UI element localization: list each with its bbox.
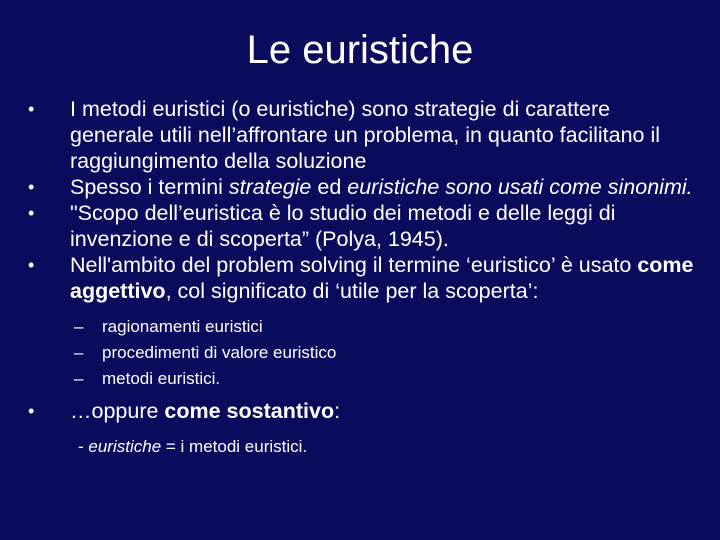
definition-line	[26, 434, 696, 460]
sub-item	[26, 314, 696, 340]
bullet-list	[26, 96, 696, 460]
bullet-icon: •	[28, 99, 35, 119]
bullet-text: …oppure	[70, 399, 165, 423]
bullet-text: , col significato di ‘utile per la scoperta’:	[165, 279, 539, 303]
bullet-icon: •	[28, 203, 35, 223]
bullet-text: Spesso i termini	[70, 175, 229, 199]
bullet-text: I metodi euristici (o euristiche) sono strategie di carattere generale utili nell’affrontare un problema, in quanto facilitano il raggiungimento della soluzione	[70, 97, 661, 173]
bullet-strong: come aggettivo	[70, 253, 694, 303]
bullet-text: :	[334, 399, 341, 423]
bullet-emphasis: strategie	[228, 175, 312, 199]
bullet-icon: •	[28, 401, 35, 421]
bullet-item	[26, 252, 696, 304]
bullet-emphasis: euristiche sono usati come sinonimi.	[347, 175, 693, 199]
dash-icon: –	[74, 343, 84, 362]
bullet-item	[26, 96, 696, 174]
sub-item-text: metodi euristici.	[102, 369, 221, 388]
sub-item	[26, 366, 696, 392]
sub-item-text: ragionamenti euristici	[102, 317, 263, 336]
sub-list	[26, 314, 696, 392]
bullet-icon: •	[28, 177, 35, 197]
bullet-strong: come sostantivo	[164, 399, 335, 423]
bullet-item	[26, 398, 696, 424]
bullet-text: Nell'ambito del problem solving il termine ‘euristico’ è usato	[70, 253, 638, 277]
bullet-icon: •	[28, 255, 35, 275]
bullet-text: "Scopo dell’euristica è lo studio dei metodi e delle leggi di invenzione e di scoperta” (Polya, 1945).	[70, 201, 616, 251]
slide-title: Le euristiche	[246, 28, 474, 72]
bullet-text: ed	[311, 175, 348, 199]
definition-text: -	[78, 437, 89, 456]
bullet-item	[26, 174, 696, 200]
sub-item-text: procedimenti di valore euristico	[102, 343, 337, 362]
definition-term: euristiche	[88, 437, 162, 456]
sub-item	[26, 340, 696, 366]
dash-icon: –	[74, 369, 84, 388]
dash-icon: –	[74, 317, 84, 336]
bullet-item	[26, 200, 696, 252]
definition-text: = i metodi euristici.	[161, 437, 308, 456]
